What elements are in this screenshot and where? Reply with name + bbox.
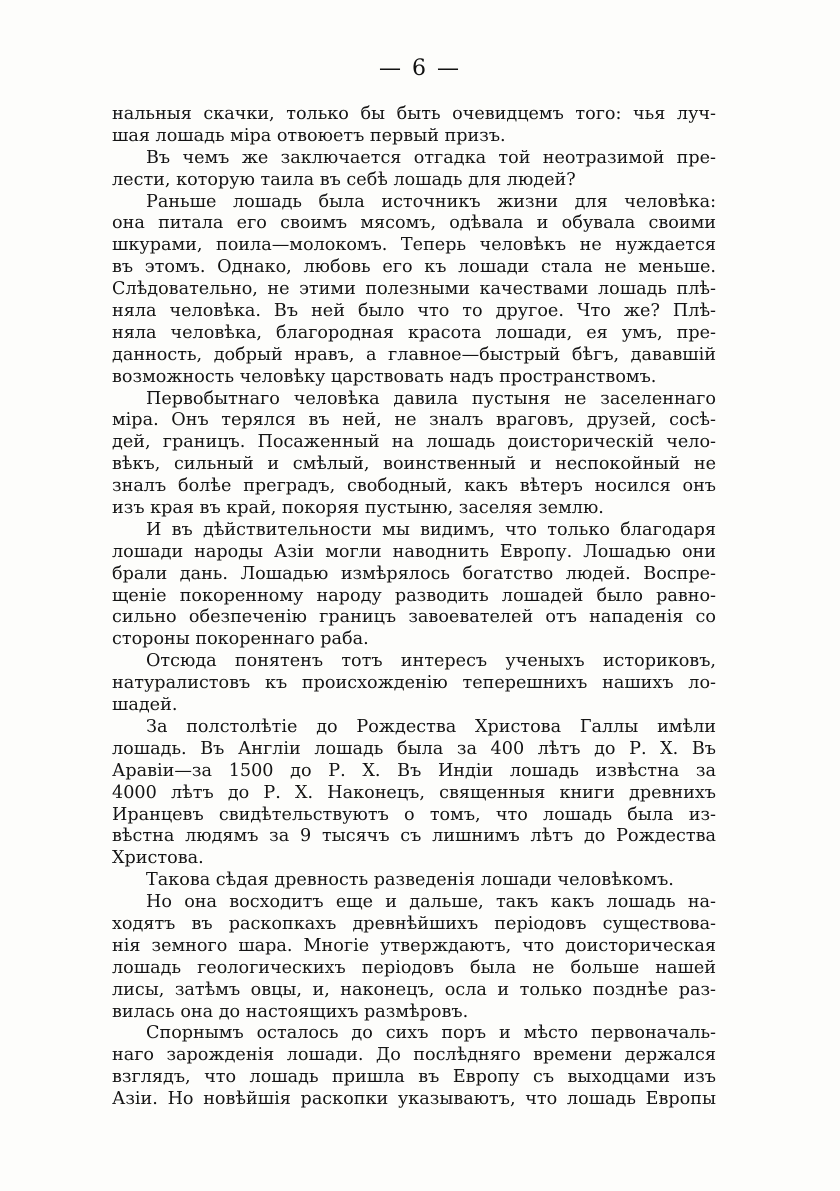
text-line: шая лошадь міра отвоюетъ первый призъ. [112,125,506,146]
text-line: 4000 лѣтъ до Р. Х. Наконецъ, священныя книги древнихъ [112,782,716,803]
text-line: наго зарожденія лошади. До послѣдняго времени держался [112,1045,716,1066]
text-line: изъ края въ край, покоряя пустыню, заселяя землю. [112,498,604,519]
text-line: стороны покореннаго раба. [112,629,369,650]
paragraph [112,1023,716,1111]
paragraph [112,717,716,870]
text-line: Иранцевъ свидѣтельствуютъ о томъ, что лошадь была из- [112,804,716,825]
paragraph [112,389,716,520]
text-line: Въ чемъ же заключается отгадка той неотразимой пре- [146,147,716,168]
text-line: шкурами, поила—молокомъ. Теперь человѣкъ не нуждается [112,235,716,256]
text-line: Христова. [112,848,204,869]
text-line: вѣкъ, сильный и смѣлый, воинственный и неспокойный не [112,454,716,475]
text-line: щеніе покоренному народу разводить лошадей было равно- [112,585,716,606]
text-line: лошадь геологическихъ періодовъ была не больше нашей [112,957,716,978]
text-line: Отсюда понятенъ тотъ интересъ ученыхъ историковъ, [146,651,716,672]
text-line: лошади народы Азіи могли наводнить Европу. Лошадью они [112,541,716,562]
text-line: лисы, затѣмъ овцы, и, наконецъ, осла и только позднѣе раз- [112,979,716,1000]
text-line: зналъ болѣе преградъ, свободный, какъ вѣтеръ носился онъ [112,476,716,497]
text-line: Слѣдовательно, не этими полезными качествами лошадь плѣ- [112,279,716,300]
text-line: За полстолѣтіе до Рождества Христова Галлы имѣли [146,716,716,737]
paragraph [112,104,716,148]
paragraph [112,520,716,651]
text-line: ходятъ въ раскопкахъ древнѣйшихъ періодовъ существова- [112,913,716,934]
text-line: нальныя скачки, только бы быть очевидцемъ того: чья луч- [112,104,716,124]
text-line: вѣстна людямъ за 9 тысячъ съ лишнимъ лѣтъ до Рождества [112,826,716,847]
text-line: брали дань. Лошадью измѣрялось богатство людей. Воспре- [112,563,716,584]
text-line: взглядъ, что лошадь пришла въ Европу съ выходцами изъ [112,1067,716,1088]
text-line: дей, границъ. Посаженный на лошадь доисторическій чело- [112,432,716,453]
page-number: — 6 — [379,56,461,81]
paragraph [112,892,716,1023]
text-line: натуралистовъ къ происхожденію теперешнихъ нашихъ ло- [112,673,716,694]
text-line: Аравіи—за 1500 до Р. Х. Въ Индіи лошадь извѣстна за [112,760,716,781]
text-line: возможность человѣку царствовать надъ пространствомъ. [112,366,657,387]
text-line: сильно обезпеченію границъ завоевателей отъ нападенія со [112,607,716,628]
text-line: вилась она до настоящихъ размѣровъ. [112,1001,469,1022]
text-line: она питала его своимъ мясомъ, одѣвала и обувала своими [112,213,716,234]
text-line: лошадь. Въ Англіи лошадь была за 400 лѣтъ до Р. Х. Въ [112,738,716,759]
text-line: Первобытнаго человѣка давила пустыня не заселеннаго [146,388,716,409]
paragraph [112,192,716,389]
text-line: въ этомъ. Однако, любовь его къ лошади стала не меньше. [112,257,716,278]
paragraph [112,148,716,192]
text-line: И въ дѣйствительности мы видимъ, что только благодаря [146,519,716,540]
paragraph [112,870,716,892]
text-line: нія земного шара. Многіе утверждаютъ, что доисторическая [112,935,716,956]
paragraph [112,651,716,717]
text-line: Спорнымъ осталось до сихъ поръ и мѣсто первоначаль- [146,1023,716,1044]
text-line: Такова сѣдая древность разведенія лошади человѣкомъ. [146,870,674,891]
text-line: шадей. [112,695,178,716]
text-line: Азіи. Но новѣйшія раскопки указываютъ, что лошадь Европы [112,1089,716,1110]
text-line: няла человѣка. Въ ней было что то другое. Что же? Плѣ- [112,301,716,322]
text-line: лести, которую таила въ себѣ лошадь для людей? [112,169,576,190]
text-line: міра. Онъ терялся въ ней, не зналъ враговъ, друзей, сосѣ- [112,410,716,431]
text-line: няла человѣка, благородная красота лошади, ея умъ, пре- [112,322,716,343]
text-line: данность, добрый нравъ, а главное—быстрый бѣгъ, дававшій [112,344,716,365]
text-line: Раньше лошадь была источникъ жизни для человѣка: [146,191,716,212]
body-text [112,104,716,1111]
text-line: Но она восходитъ еще и дальше, такъ какъ лошадь на- [146,892,716,913]
